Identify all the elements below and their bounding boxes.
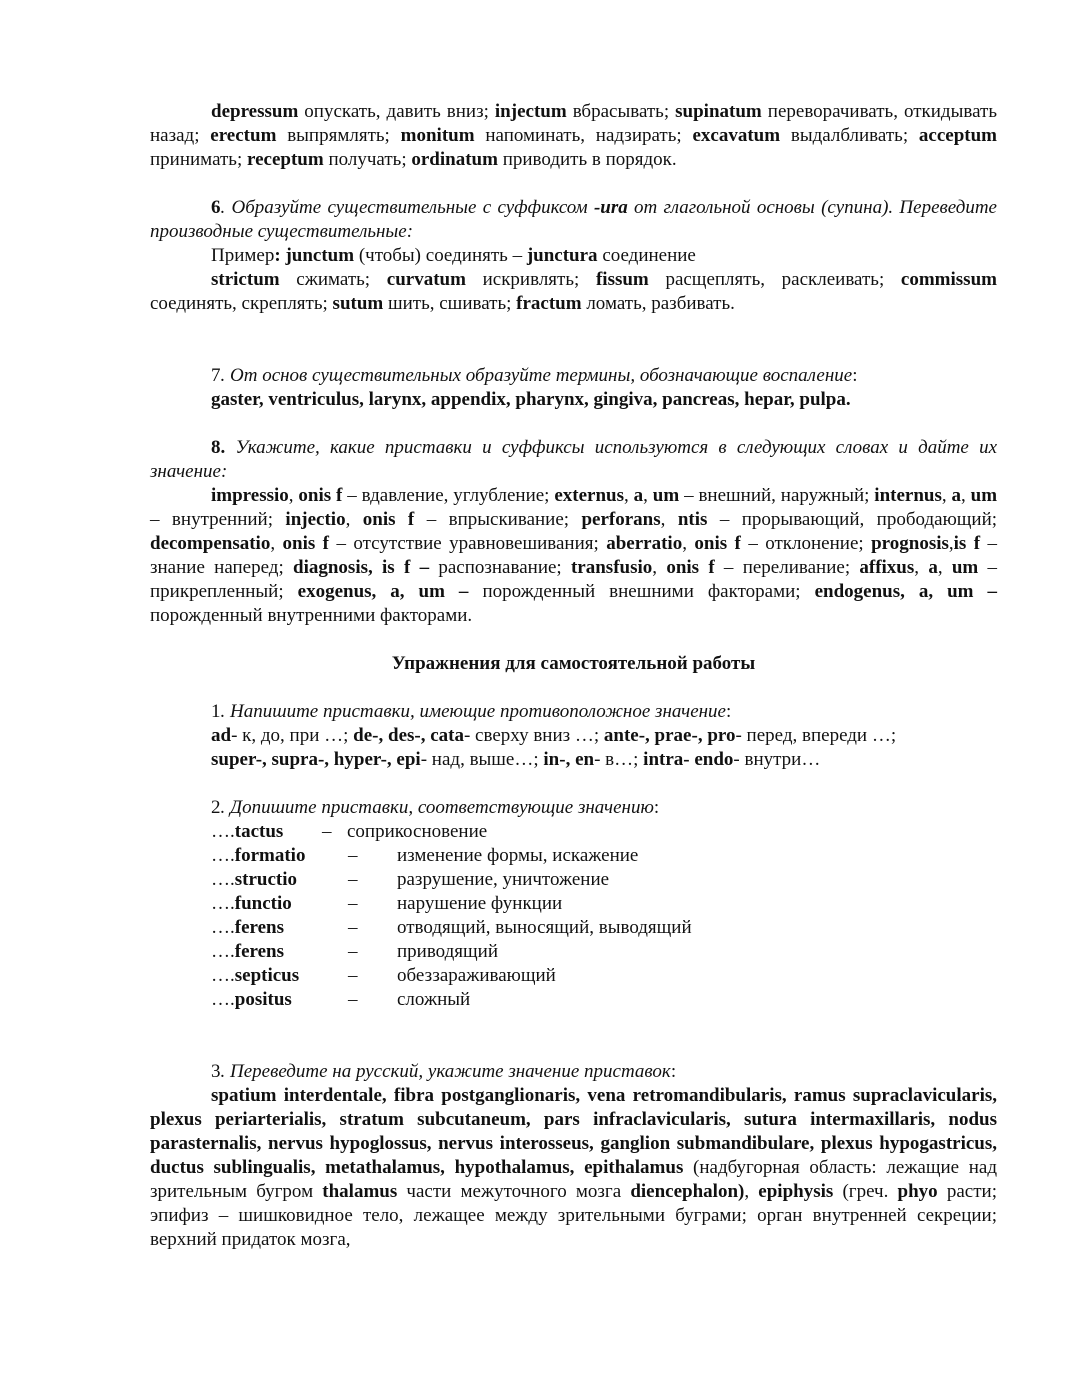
suffix-text: -ura xyxy=(593,197,628,218)
text: , xyxy=(744,1181,759,1202)
prefix-row xyxy=(211,844,997,868)
latin-ending: onis f xyxy=(694,533,741,554)
word-root: tactus xyxy=(234,821,284,842)
translation-text: , xyxy=(937,557,952,578)
translation-text: выдалбливать; xyxy=(780,125,919,146)
translation-text: приводить в порядок. xyxy=(497,149,677,170)
meaning-text: сложный xyxy=(397,989,471,1010)
translation-text: выпрямлять; xyxy=(276,125,401,146)
latin-term: commissum xyxy=(900,269,997,290)
task-number: 7 xyxy=(211,365,221,386)
dash: – xyxy=(348,965,358,986)
colon: : xyxy=(653,797,660,818)
latin-term: supinatum xyxy=(675,101,762,122)
translation-text: опускать, давить вниз; xyxy=(298,101,495,122)
exercise-2-instruction xyxy=(150,796,997,820)
prefix-term: ad xyxy=(211,725,232,746)
blank-dots: …. xyxy=(211,869,235,890)
translation-text: – прорывающий, прободающий; xyxy=(707,509,998,530)
word-root: ferens xyxy=(234,941,284,962)
document-page xyxy=(150,100,997,1252)
latin-term: externus xyxy=(554,485,625,506)
dash: – xyxy=(348,989,358,1010)
meaning-text: обеззараживающий xyxy=(397,965,556,986)
translation-text: – отсутствие уравновешивания; xyxy=(329,533,607,554)
supine-verbs-paragraph xyxy=(150,100,997,172)
word-root: functio xyxy=(234,893,292,914)
blank-dots: …. xyxy=(211,917,235,938)
exercise-1-line-1 xyxy=(150,724,997,748)
latin-term: phyo xyxy=(897,1181,938,1202)
prefix-term: intra- endo xyxy=(643,749,734,770)
latin-term: internus xyxy=(874,485,942,506)
meaning-text: изменение формы, искажение xyxy=(397,845,639,866)
translation-text: , xyxy=(914,557,929,578)
dash: – xyxy=(348,917,358,938)
task-number: 6 xyxy=(211,197,221,218)
translation-text: , xyxy=(270,533,283,554)
translation-text: – прикрепленный; xyxy=(150,557,998,602)
latin-term: diencephalon xyxy=(630,1181,739,1202)
latin-term: excavatum xyxy=(692,125,781,146)
task-number: 8. xyxy=(211,437,226,458)
example-text: (чтобы) соединять – xyxy=(354,245,527,266)
prefix-row xyxy=(211,868,997,892)
prefix-row xyxy=(211,940,997,964)
instruction-text: . Напишите приставки, имеющие противоположное значение xyxy=(220,701,726,722)
translation-text: (греч. xyxy=(833,1181,898,1202)
dash: – xyxy=(348,845,358,866)
example-word: junctum xyxy=(285,245,355,266)
translation-text: принимать; xyxy=(150,149,248,170)
translation-text: - сверху вниз …; xyxy=(463,725,604,746)
latin-term: thalamus xyxy=(322,1181,398,1202)
dash: – xyxy=(322,821,332,842)
translation-text: распознавание; xyxy=(429,557,571,578)
translation-text: – знание наперед; xyxy=(150,533,998,578)
translation-text: расщеплять, расклеивать; xyxy=(648,269,901,290)
prefix-blank xyxy=(211,964,299,988)
dash: – xyxy=(348,941,358,962)
prefix-term: de-, des-, cata xyxy=(353,725,464,746)
prefix-blank xyxy=(211,916,284,940)
prefix-blank xyxy=(211,844,305,868)
latin-term: sutum xyxy=(332,293,384,314)
meaning-text: нарушение функции xyxy=(397,893,563,914)
translation-text: , xyxy=(345,509,363,530)
translation-text: - перед, впереди …; xyxy=(735,725,897,746)
task-8-instruction xyxy=(150,436,997,484)
blank-dots: …. xyxy=(211,989,235,1010)
task-7-words xyxy=(150,388,997,412)
translation-text: соединять, скреплять; xyxy=(150,293,333,314)
blank-dots: …. xyxy=(211,941,235,962)
translation-text: - в…; xyxy=(594,749,644,770)
translation-text: - к, до, при …; xyxy=(231,725,354,746)
exercise-number: 3 xyxy=(211,1061,221,1082)
meaning-text: соприкосновение xyxy=(347,821,488,842)
latin-ending: is f xyxy=(953,533,981,554)
translation-text: расти; эпифиз – шишковидное тело, лежащее между зрительными буграми; орган внутренней секреции; верхний придаток мозга, xyxy=(150,1181,997,1250)
latin-term: affixus xyxy=(859,557,915,578)
latin-term: fractum xyxy=(516,293,582,314)
translation-text: - внутри… xyxy=(733,749,821,770)
translation-text: вбрасывать; xyxy=(566,101,676,122)
prefix-row xyxy=(211,988,997,1012)
latin-term: transfusio xyxy=(570,557,653,578)
task-6-example xyxy=(150,244,997,268)
meaning-text: отводящий, выносящий, выводящий xyxy=(397,917,692,938)
translation-text: порожденный внутренними факторами. xyxy=(150,605,473,626)
translation-text: , xyxy=(624,485,634,506)
meaning-text: разрушение, уничтожение xyxy=(397,869,610,890)
latin-term: perforans xyxy=(581,509,661,530)
exercise-1-instruction xyxy=(150,700,997,724)
translation-text: , xyxy=(660,509,678,530)
example-label: Пример xyxy=(211,245,275,266)
latin-term: monitum xyxy=(400,125,475,146)
instruction-text: . Образуйте существительные с суффиксом xyxy=(220,197,594,218)
translation-text: – переливание; xyxy=(714,557,860,578)
latin-term: receptum xyxy=(247,149,324,170)
prefix-term: in-, en xyxy=(543,749,595,770)
latin-term: decompensatio xyxy=(150,533,271,554)
latin-ending: onis f xyxy=(298,485,343,506)
latin-term: strictum xyxy=(211,269,280,290)
word-root: formatio xyxy=(234,845,306,866)
example-text: соединение xyxy=(597,245,696,266)
translation-text: – вдавление, углубление; xyxy=(342,485,555,506)
latin-ending: a xyxy=(928,557,938,578)
latin-ending: a xyxy=(633,485,644,506)
task-6-words xyxy=(150,268,997,316)
example-result: junctura xyxy=(526,245,598,266)
example-colon: : xyxy=(274,245,286,266)
terms-list: gaster, ventriculus, larynx, appendix, pharynx, gingiva, pancreas, hepar, pulpa. xyxy=(211,389,851,410)
colon: : xyxy=(726,701,732,722)
latin-term: um xyxy=(652,485,680,506)
latin-term: erectum xyxy=(210,125,277,146)
latin-ending: onis f xyxy=(362,509,415,530)
translation-text: , xyxy=(643,485,653,506)
dash: – xyxy=(348,869,358,890)
translation-text: ломать, разбивать. xyxy=(581,293,735,314)
translation-text: – внешний, наружный; xyxy=(679,485,875,506)
dash: – xyxy=(348,893,358,914)
translation-text: – отклонение; xyxy=(740,533,872,554)
translation-text: порожденный внешними факторами; xyxy=(468,581,815,602)
latin-term: impressio xyxy=(211,485,289,506)
prefix-row xyxy=(211,964,997,988)
terms-list: spatium interdentale, fibra postganglionaris, vena retromandibularis, ramus supraclavicularis, plexus periarterialis, stratum subcutaneum, pars infraclavicularis, sutura intermaxillaris, nodus parasternalis, nervus hypoglossus, nervus interosseus, ganglion submandibulare, plexus hypogastricus, ductus sublingualis, metathalamus, hypothalamus, epithalamus xyxy=(150,1085,997,1178)
blank-dots: …. xyxy=(211,821,235,842)
task-6-instruction xyxy=(150,196,997,244)
latin-term: ordinatum xyxy=(411,149,498,170)
instruction-text: Укажите, какие приставки и суффиксы используются в следующих словах и дайте их значение: xyxy=(150,437,997,482)
prefix-blank xyxy=(211,820,283,844)
translation-text: (надбугорная область: лежащие над зрительным бугром xyxy=(150,1157,997,1202)
latin-term: um xyxy=(951,557,979,578)
exercise-number: 2 xyxy=(211,797,221,818)
translation-text: напоминать, надзирать; xyxy=(474,125,693,146)
prefix-term: ante-, prae-, pro xyxy=(603,725,736,746)
latin-term: acceptum xyxy=(918,125,997,146)
prefix-blank xyxy=(211,988,292,1012)
latin-ending: ntis xyxy=(677,509,708,530)
latin-term: injectum xyxy=(494,101,567,122)
latin-ending: onis f xyxy=(666,557,715,578)
translation-text: искривлять; xyxy=(465,269,596,290)
latin-term: prognosis xyxy=(871,533,949,554)
meaning-text: приводящий xyxy=(397,941,499,962)
exercise-1-line-2 xyxy=(150,748,997,772)
exercise-3-instruction xyxy=(150,1060,997,1084)
instruction-text: . От основ существительных образуйте термины, обозначающие воспаление xyxy=(220,365,853,386)
blank-dots: …. xyxy=(211,965,235,986)
translation-text: – впрыскивание; xyxy=(414,509,582,530)
prefix-row xyxy=(211,916,997,940)
latin-term: endogenus, a, um – xyxy=(814,581,997,602)
prefix-blank xyxy=(211,868,297,892)
blank-dots: …. xyxy=(211,893,235,914)
prefix-row xyxy=(211,892,997,916)
instruction-text: . Допишите приставки, соответствующие значению xyxy=(220,797,654,818)
latin-ending: a xyxy=(951,485,962,506)
exercise-number: 1 xyxy=(211,701,221,722)
instruction-text: . Переведите на русский, укажите значение приставок xyxy=(220,1061,671,1082)
prefix-row xyxy=(211,820,997,844)
translation-text: части межуточного мозга xyxy=(397,1181,631,1202)
latin-ending: onis f xyxy=(282,533,330,554)
prefix-term: super-, supra-, hyper-, epi xyxy=(211,749,421,770)
section-title: Упражнения для самостоятельной работы xyxy=(391,653,756,674)
colon: : xyxy=(852,365,858,386)
translation-text: , xyxy=(652,557,667,578)
translation-text: , xyxy=(941,485,952,506)
translation-text: получать; xyxy=(323,149,412,170)
latin-term: exogenus, a, um – xyxy=(297,581,469,602)
colon: : xyxy=(670,1061,677,1082)
translation-text: – внутренний; xyxy=(150,509,286,530)
latin-term: fissum xyxy=(595,269,649,290)
latin-term: injectio xyxy=(285,509,346,530)
translation-text: - над, выше…; xyxy=(420,749,544,770)
word-root: ferens xyxy=(234,917,284,938)
task-7-instruction xyxy=(150,364,997,388)
prefix-blank xyxy=(211,940,284,964)
latin-term: um xyxy=(970,485,998,506)
translation-text: , xyxy=(288,485,299,506)
translation-text: переворачивать, откидывать назад; xyxy=(150,101,997,146)
task-8-words xyxy=(150,484,997,628)
translation-text: шить, сшивать; xyxy=(383,293,517,314)
translation-text: сжимать; xyxy=(279,269,387,290)
instruction-text: от глагольной основы (супина). Переведите производные существительные: xyxy=(150,197,997,242)
latin-term: depressum xyxy=(211,101,299,122)
latin-term: aberratio xyxy=(606,533,683,554)
latin-term: curvatum xyxy=(386,269,466,290)
blank-dots: …. xyxy=(211,845,235,866)
translation-text: , xyxy=(682,533,695,554)
paren: ) xyxy=(738,1181,745,1202)
word-root: structio xyxy=(234,869,298,890)
exercise-3-terms xyxy=(150,1084,997,1252)
translation-text: , xyxy=(961,485,971,506)
translation-text: , xyxy=(948,533,954,554)
word-root: positus xyxy=(234,989,292,1010)
prefix-table xyxy=(150,820,997,1012)
word-root: septicus xyxy=(234,965,300,986)
prefix-blank xyxy=(211,892,292,916)
latin-term: diagnosis, is f – xyxy=(293,557,430,578)
latin-term: epiphysis xyxy=(758,1181,834,1202)
